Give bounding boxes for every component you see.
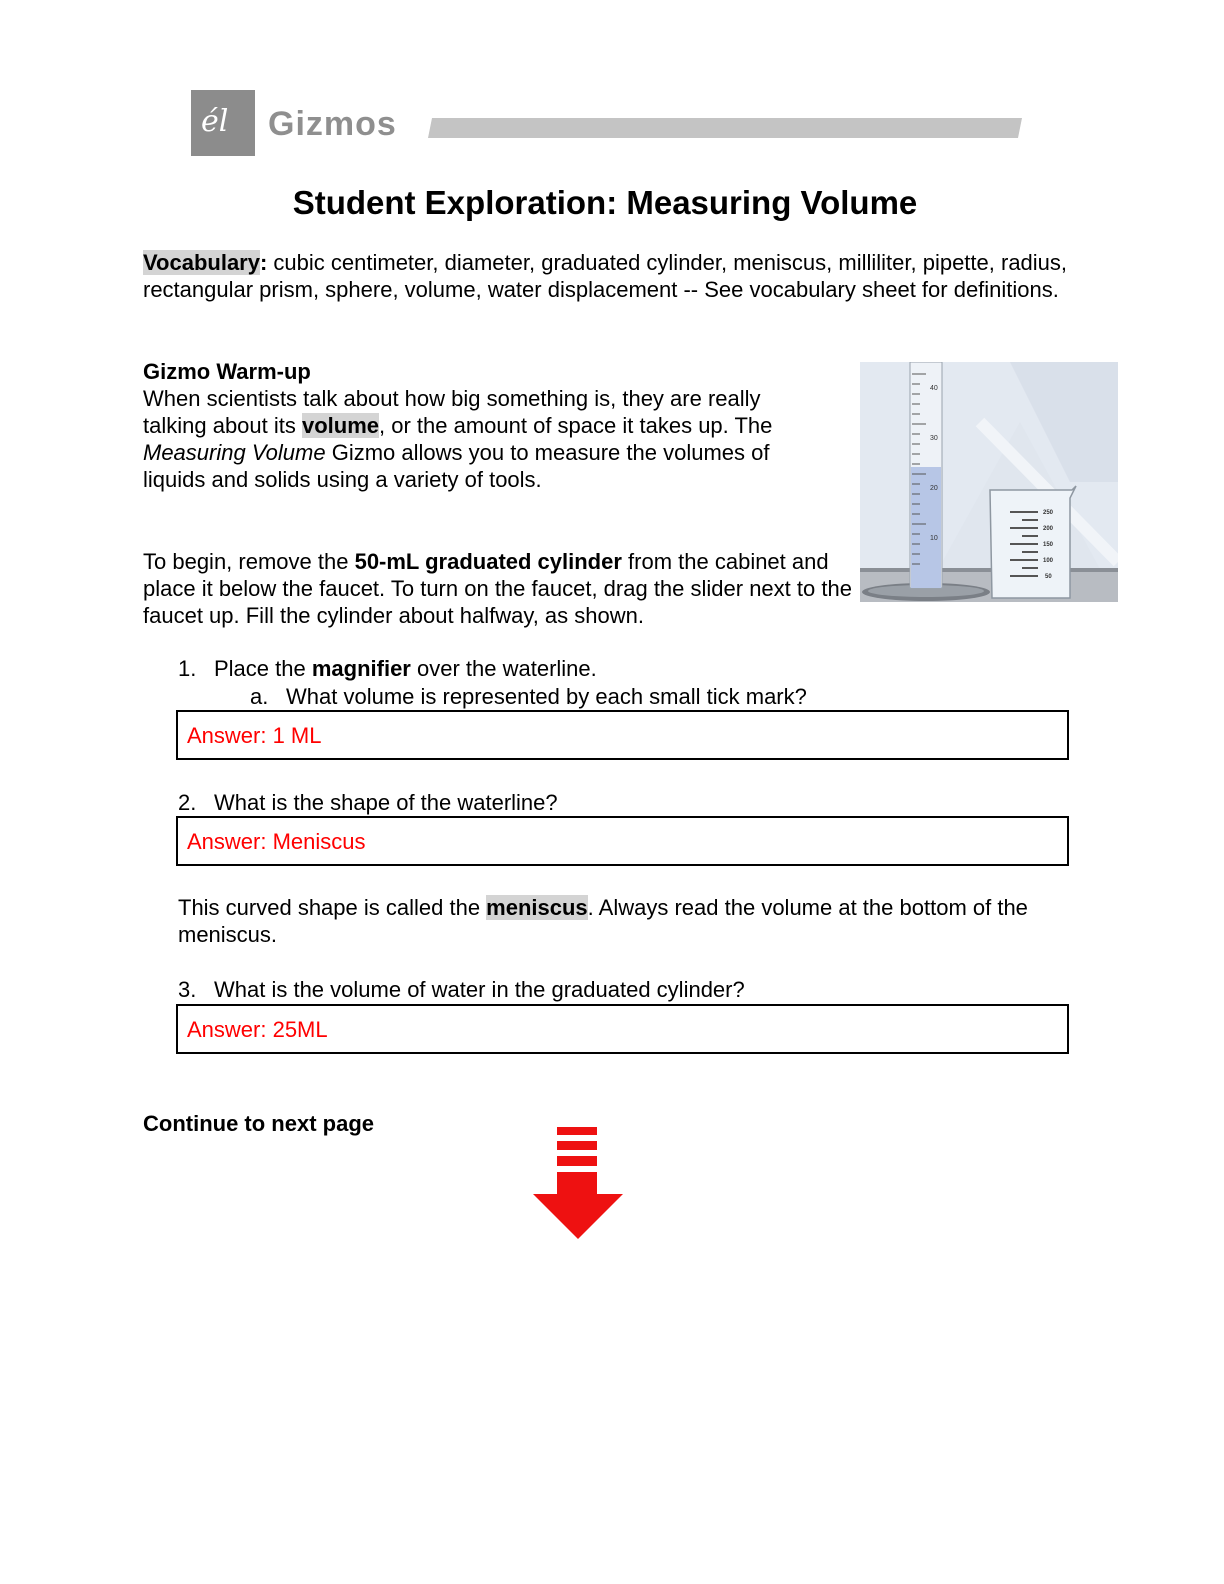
question-1	[178, 655, 597, 682]
gizmo-name: Measuring Volume	[143, 440, 326, 465]
cylinder-term: 50-mL graduated cylinder	[354, 549, 622, 574]
down-arrow-icon	[533, 1127, 623, 1240]
question-2-text: What is the shape of the waterline?	[214, 790, 558, 815]
question-3	[178, 976, 745, 1003]
cylinder-label-30: 30	[930, 435, 938, 442]
question-2	[178, 789, 558, 816]
question-1a-letter: a.	[250, 684, 269, 709]
warmup-text-2: , or the amount of space it takes up. The	[379, 413, 773, 438]
warmup-heading: Gizmo Warm-up	[143, 359, 311, 384]
cylinder-label-40: 40	[930, 385, 938, 392]
vocabulary-paragraph	[143, 249, 1083, 303]
question-3-number: 3.	[178, 977, 197, 1002]
answer-box-2[interactable]	[176, 816, 1069, 866]
answer-box-1[interactable]	[176, 710, 1069, 760]
begin-paragraph	[143, 548, 853, 629]
volume-term: volume	[301, 413, 380, 438]
question-1-text-1: Place the	[214, 656, 312, 681]
beaker-label-100: 100	[1043, 558, 1054, 564]
question-1a	[250, 683, 807, 710]
cylinder-label-20: 20	[930, 485, 938, 492]
vocabulary-colon: :	[259, 250, 268, 275]
gizmos-logo-mark	[191, 90, 255, 156]
beaker-label-50: 50	[1045, 574, 1052, 580]
vocabulary-terms: cubic centimeter, diameter, graduated cylinder, meniscus, milliliter, pipette, radius, rectangular prism, sphere, volume, water displacement -- See vocabulary sheet for definitions.	[143, 250, 1068, 302]
continue-label: Continue to next page	[143, 1111, 374, 1136]
answer-3-text: Answer: 25ML	[187, 1017, 328, 1042]
meniscus-note	[178, 894, 1078, 948]
meniscus-term: meniscus	[486, 895, 588, 920]
cylinder-label-10: 10	[930, 535, 938, 542]
beaker-label-150: 150	[1043, 542, 1054, 548]
header-rule-bar	[428, 118, 1022, 138]
question-1a-text: What volume is represented by each small tick mark?	[286, 684, 807, 709]
warmup-text-1: When scientists talk about how big something is, they are really talking about its	[143, 386, 761, 438]
page-title: Student Exploration: Measuring Volume	[292, 184, 918, 221]
vocabulary-label: Vocabulary	[143, 250, 260, 275]
question-1-text-2: over the waterline.	[410, 656, 597, 681]
begin-text-2: from the cabinet and place it below the faucet. To turn on the faucet, drag the slider next to the faucet up. Fill the cylinder about halfway, as shown.	[143, 549, 852, 628]
meniscus-note-text-2: . Always read the volume at the bottom of the meniscus.	[178, 895, 1028, 947]
magnifier-term: magnifier	[311, 656, 411, 681]
answer-box-3[interactable]	[176, 1004, 1069, 1054]
answer-1-text: Answer: 1 ML	[187, 723, 322, 748]
begin-text-1: To begin, remove the	[143, 549, 355, 574]
logo-mark-text: él	[201, 104, 229, 139]
beaker-label-250: 250	[1043, 510, 1054, 516]
question-1-number: 1.	[178, 656, 197, 681]
graduated-cylinder-figure	[860, 362, 1118, 602]
warmup-text-3: Gizmo allows you to measure the volumes of liquids and solids using a variety of tools.	[143, 440, 770, 492]
answer-2-text: Answer: Meniscus	[187, 829, 366, 854]
question-3-text: What is the volume of water in the graduated cylinder?	[214, 977, 745, 1002]
gizmos-brand-text: Gizmos	[268, 105, 397, 143]
meniscus-note-text-1: This curved shape is called the	[178, 895, 487, 920]
warmup-paragraph	[143, 385, 783, 493]
question-2-number: 2.	[178, 790, 197, 815]
beaker-label-200: 200	[1043, 526, 1054, 532]
